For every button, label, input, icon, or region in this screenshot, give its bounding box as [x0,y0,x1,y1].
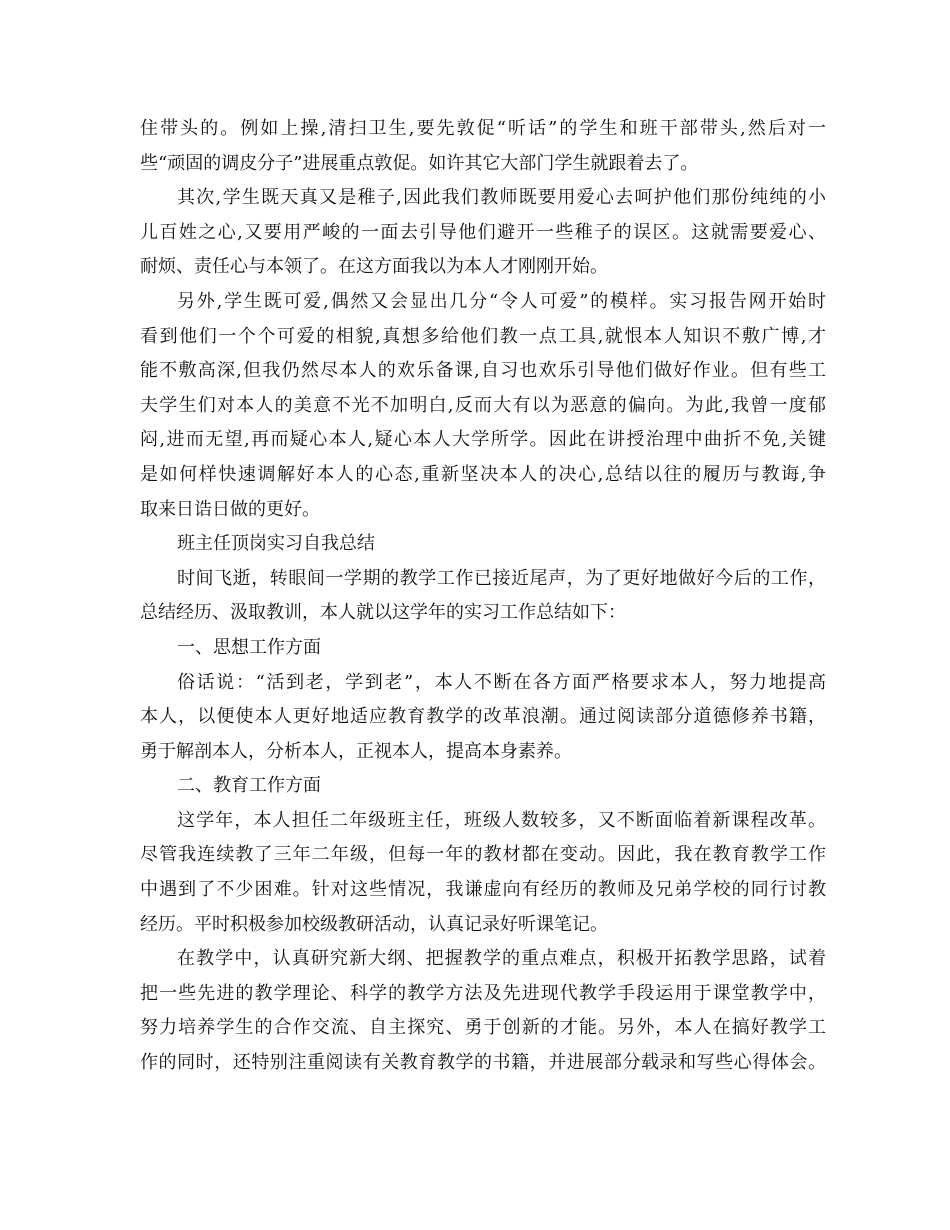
text-line: 中遇到了不少困难。针对这些情况，我谦虚向有经历的教师及兄弟学校的同行讨教 [140,879,826,901]
text-line: 一、思想工作方面 [177,636,321,658]
text-line: 尽管我连续教了三年二年级，但每一年的教材都在变动。因此，我在教育教学工作 [140,844,826,866]
text-line: 闷,进而无望,再而疑心本人,疑心本人大学所学。因此在讲授治理中曲折不免,关键 [140,429,826,451]
text-line: 是如何样快速调解好本人的心态,重新坚决本人的决心,总结以往的履历与教诲,争 [140,463,826,485]
text-line: 在教学中，认真研究新大纲、把握教学的重点难点，积极开拓教学思路，试着 [177,948,826,970]
text-line: 这学年，本人担任二年级班主任，班级人数较多，又不断面临着新课程改革。 [177,809,826,831]
text-line: 二、教育工作方面 [177,775,321,797]
text-line: 努力培养学生的合作交流、自主探究、勇于创新的才能。另外，本人在搞好教学工 [140,1017,826,1039]
text-line: 作的同时，还特别注重阅读有关教育教学的书籍，并进展部分载录和写些心得体会。 [140,1052,826,1074]
text-line: 经历。平时积极参加校级教研活动，认真记录好听课笔记。 [140,913,608,935]
text-line: 住带头的。例如上操,清扫卫生,要先敦促“听话”的学生和班干部带头,然后对一 [140,118,826,139]
text-line: 俗话说：“活到老，学到老”，本人不断在各方面严格要求本人，努力地提高 [177,671,826,693]
text-line: 本人，以便使本人更好地适应教育教学的改革浪潮。通过阅读部分道德修养书籍， [140,706,826,728]
text-line: 儿百姓之心,又要用严峻的一面去引导他们避开一些稚子的误区。这就需要爱心、 [140,221,826,243]
text-line: 另外,学生既可爱,偶然又会显出几分“令人可爱”的模样。实习报告网开始时 [177,290,826,312]
text-line: 时间飞逝，转眼间一学期的教学工作已接近尾声，为了更好地做好今后的工作， [177,567,826,589]
document-body [140,112,826,1081]
text-line: 总结经历、汲取教训，本人就以这学年的实习工作总结如下： [140,602,626,624]
text-line: 耐烦、责任心与本领了。在这方面我以为本人才刚刚开始。 [140,256,608,278]
text-line: 其次,学生既天真又是稚子,因此我们教师既要用爱心去呵护他们那份纯纯的小 [177,187,826,209]
text-line: 班主任顶岗实习自我总结 [177,533,375,555]
text-line: 把一些先进的教学理论、科学的教学方法及先进现代教学手段运用于课堂教学中， [140,982,826,1004]
text-line: 些“顽固的调皮分子”进展重点敦促。如许其它大部门学生就跟着去了。 [140,152,699,174]
text-line: 夫学生们对本人的美意不光不加明白,反而大有以为恶意的偏向。为此,我曾一度郁 [140,394,826,416]
text-line: 勇于解剖本人，分析本人，正视本人，提高本身素养。 [140,740,572,762]
text-line: 能不敷高深,但我仍然尽本人的欢乐备课,自习也欢乐引导他们做好作业。但有些工 [140,360,826,382]
text-line: 取来日诰日做的更好。 [140,498,320,520]
text-line: 看到他们一个个可爱的相貌,真想多给他们教一点工具,就恨本人知识不敷广博,才 [140,325,826,347]
